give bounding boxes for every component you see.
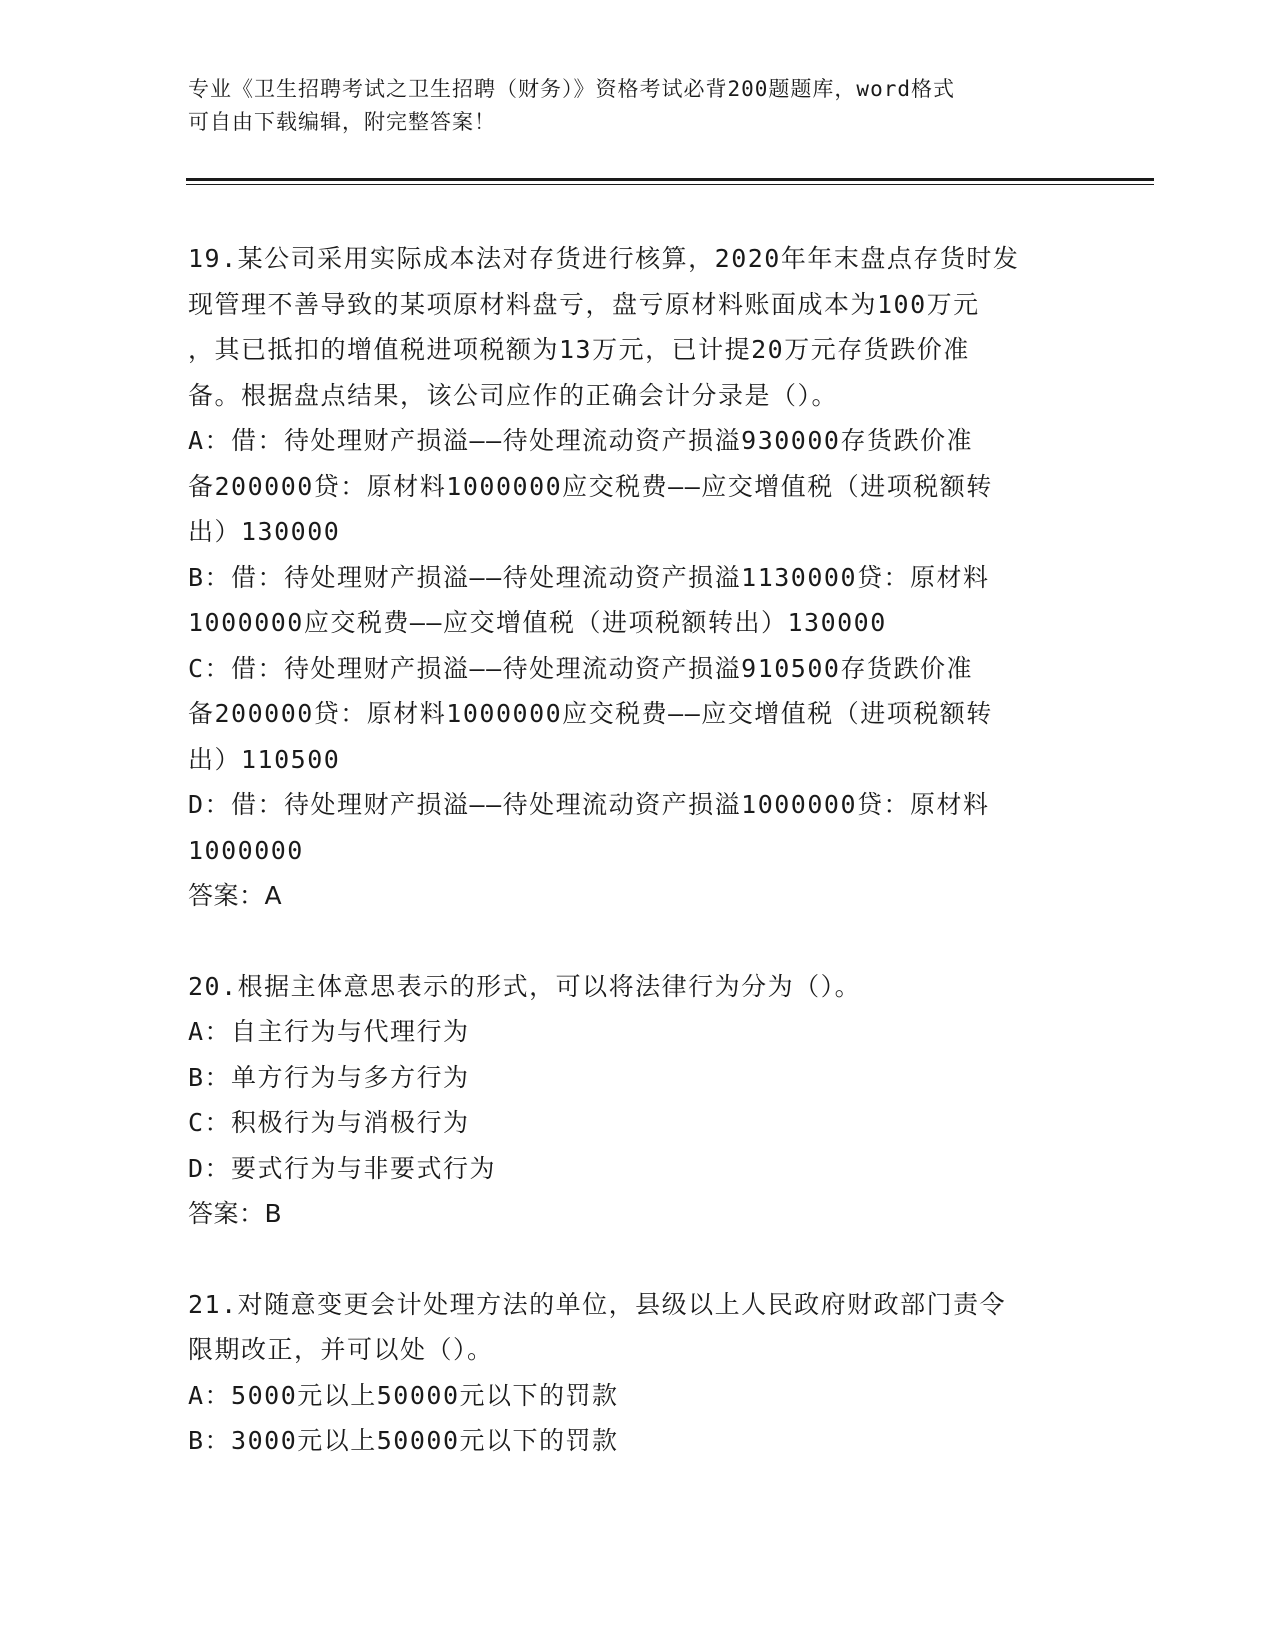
option-line: C：积极行为与消极行为 (188, 1108, 470, 1137)
header-divider-thin (186, 184, 1154, 185)
option-line: 出）110500 (188, 744, 341, 774)
option-line: A：借：待处理财产损溢——待处理流动资产损溢930000存货跌价准 (188, 426, 973, 455)
question-stem-line: 限期改正，并可以处（）。 (188, 1335, 494, 1364)
header-divider-thick (186, 178, 1154, 181)
answer-label: 答案：B (188, 1199, 283, 1228)
option-line: C：借：待处理财产损溢——待处理流动资产损溢910500存货跌价准 (188, 653, 973, 683)
question-stem-line: 备。根据盘点结果，该公司应作的正确会计分录是（）。 (188, 380, 839, 410)
answer-label: 答案：A (188, 881, 283, 910)
question-21 (188, 1282, 1088, 1464)
question-stem-line: 19.某公司采用实际成本法对存货进行核算，2020年年末盘点存货时发 (188, 244, 1020, 273)
header-title-line-1: 专业《卫生招聘考试之卫生招聘（财务）》资格考试必背200题题库，word格式 (188, 77, 955, 101)
question-20 (188, 964, 1088, 1237)
option-line: D：要式行为与非要式行为 (188, 1153, 497, 1183)
option-line: B：借：待处理财产损溢——待处理流动资产损溢1130000贷：原材料 (188, 562, 990, 592)
option-line: 1000000应交税费——应交增值税（进项税额转出）130000 (188, 608, 887, 637)
question-list (188, 236, 1088, 1509)
option-line: B：单方行为与多方行为 (188, 1062, 470, 1092)
option-line: A：自主行为与代理行为 (188, 1017, 470, 1046)
page-header (188, 73, 1088, 139)
option-line: B：3000元以上50000元以下的罚款 (188, 1426, 619, 1455)
question-stem-line: ，其已抵扣的增值税进项税额为13万元，已计提20万元存货跌价准 (188, 335, 970, 364)
option-line: 1000000 (188, 835, 304, 865)
question-stem-line: 21.对随意变更会计处理方法的单位，县级以上人民政府财政部门责令 (188, 1289, 1007, 1319)
option-line: 出）130000 (188, 517, 341, 546)
option-line: 备200000贷：原材料1000000应交税费——应交增值税（进项税额转 (188, 699, 993, 728)
option-line: 备200000贷：原材料1000000应交税费——应交增值税（进项税额转 (188, 471, 993, 501)
question-19 (188, 236, 1088, 919)
option-line: D：借：待处理财产损溢——待处理流动资产损溢1000000贷：原材料 (188, 790, 990, 819)
header-title-line-2: 可自由下载编辑，附完整答案！ (188, 110, 496, 134)
option-line: A：5000元以上50000元以下的罚款 (188, 1380, 619, 1410)
question-stem-line: 20.根据主体意思表示的形式，可以将法律行为分为（）。 (188, 971, 862, 1001)
question-stem-line: 现管理不善导致的某项原材料盘亏，盘亏原材料账面成本为100万元 (188, 289, 980, 319)
